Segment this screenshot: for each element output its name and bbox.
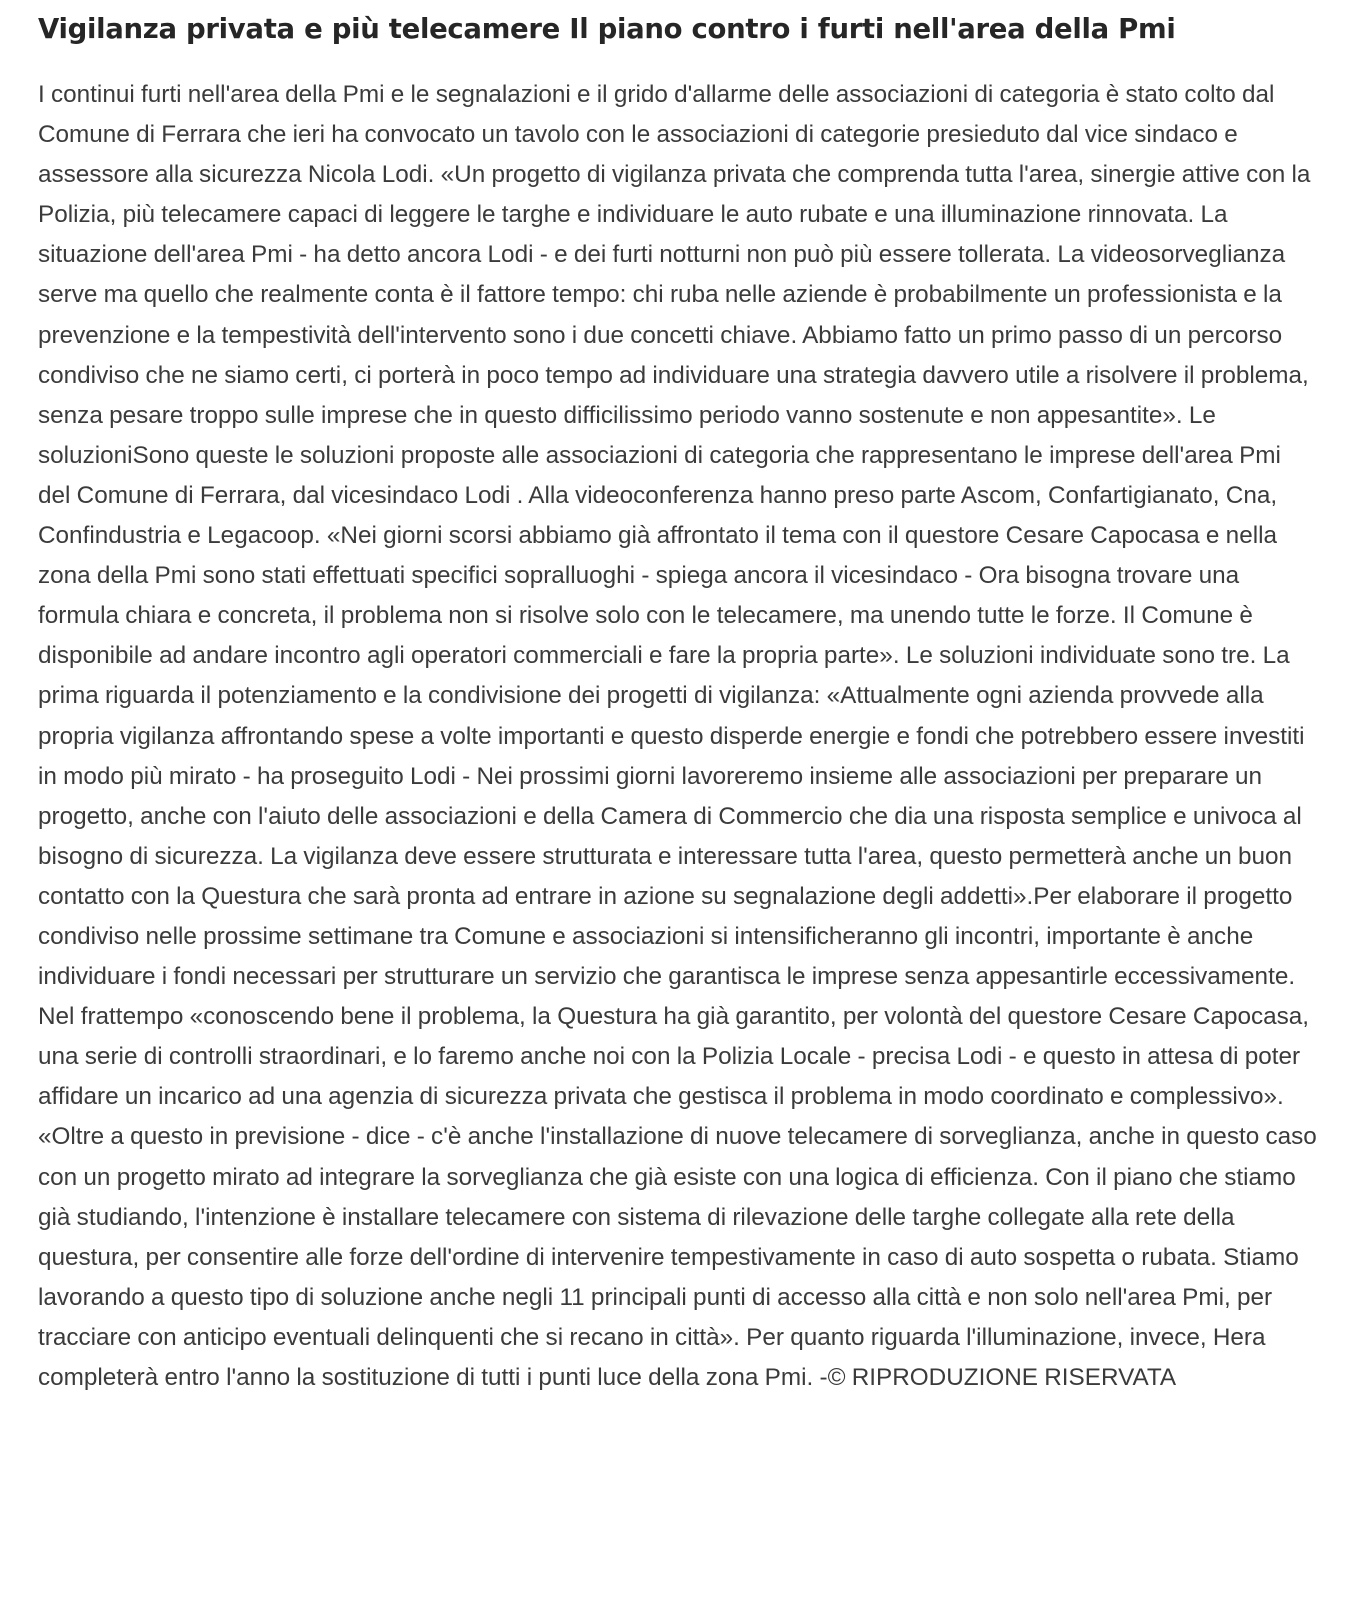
cropped-previous-line — [38, 0, 1318, 6]
article-page — [38, 0, 1318, 1398]
article-headline: Vigilanza privata e più telecamere Il piano contro i furti nell'area della Pmi — [38, 13, 1176, 45]
article-body-text: I continui furti nell'area della Pmi e le segnalazioni e il grido d'allarme delle associazioni di categoria è stato colto dal Comune di Ferrara che ieri ha convocato un tavolo con le associazioni di categorie presieduto dal vice sindaco e assessore alla sicurezza Nicola Lodi. «Un progetto di vigilanza privata che comprenda tutta l'area, sinergie attive con la Polizia, più telecamere capaci di leggere le targhe e individuare le auto rubate e una illuminazione rinnovata. La situazione dell'area Pmi - ha detto ancora Lodi - e dei furti notturni non può più essere tollerata. La videosorveglianza serve ma quello che realmente conta è il fattore tempo: chi ruba nelle aziende è probabilmente un professionista e la prevenzione e la tempestività dell'intervento sono i due concetti chiave. Abbiamo fatto un primo passo di un percorso condiviso che ne siamo certi, ci porterà in poco tempo ad individuare una strategia davvero utile a risolvere il problema, senza pesare troppo sulle imprese che in questo difficilissimo periodo vanno sostenute e non appesantite». Le soluzioniSono queste le soluzioni proposte alle associazioni di categoria che rappresentano le imprese dell'area Pmi del Comune di Ferrara, dal vicesindaco Lodi . Alla videoconferenza hanno preso parte Ascom, Confartigianato, Cna, Confindustria e Legacoop. «Nei giorni scorsi abbiamo già affrontato il tema con il questore Cesare Capocasa e nella zona della Pmi sono stati effettuati specifici sopralluoghi - spiega ancora il vicesindaco - Ora bisogna trovare una formula chiara e concreta, il problema non si risolve solo con le telecamere, ma unendo tutte le forze. Il Comune è disponibile ad andare incontro agli operatori commerciali e fare la propria parte». Le soluzioni individuate sono tre. La prima riguarda il potenziamento e la condivisione dei progetti di vigilanza: «Attualmente ogni azienda provvede alla propria vigilanza affrontando spese a volte importanti e questo disperde energie e fondi che potrebbero essere investiti in modo più mirato - ha proseguito Lodi - Nei prossimi giorni lavoreremo insieme alle associazioni per preparare un progetto, anche con l'aiuto delle associazioni e della Camera di Commercio che dia una risposta semplice e univoca al bisogno di sicurezza. La vigilanza deve essere strutturata e interessare tutta l'area, questo permetterà anche un buon contatto con la Questura che sarà pronta ad entrare in azione su segnalazione degli addetti».Per elaborare il progetto condiviso nelle prossime settimane tra Comune e associazioni si intensificheranno gli incontri, importante è anche individuare i fondi necessari per strutturare un servizio che garantisca le imprese senza appesantirle eccessivamente. Nel frattempo «conoscendo bene il problema, la Questura ha già garantito, per volontà del questore Cesare Capocasa, una serie di controlli straordinari, e lo faremo anche noi con la Polizia Locale - precisa Lodi - e questo in attesa di poter affidare un incarico ad una agenzia di sicurezza privata che gestisca il problema in modo coordinato e complessivo». «Oltre a questo in previsione - dice - c'è anche l'installazione di nuove telecamere di sorveglianza, anche in questo caso con un progetto mirato ad integrare la sorveglianza che già esiste con una logica di efficienza. Con il piano che stiamo già studiando, l'intenzione è installare telecamere con sistema di rilevazione delle targhe collegate alla rete della questura, per consentire alle forze dell'ordine di intervenire tempestivamente in caso di auto sospetta o rubata. Stiamo lavorando a questo tipo di soluzione anche negli 11 principali punti di accesso alla città e non solo nell'area Pmi, per tracciare con anticipo eventuali delinquenti che si recano in città». Per quanto riguarda l'illuminazione, invece, Hera completerà entro l'anno la sostituzione di tutti i punti luce della zona Pmi. -© RIPRODUZIONE RISERVATA — [38, 81, 1317, 1391]
